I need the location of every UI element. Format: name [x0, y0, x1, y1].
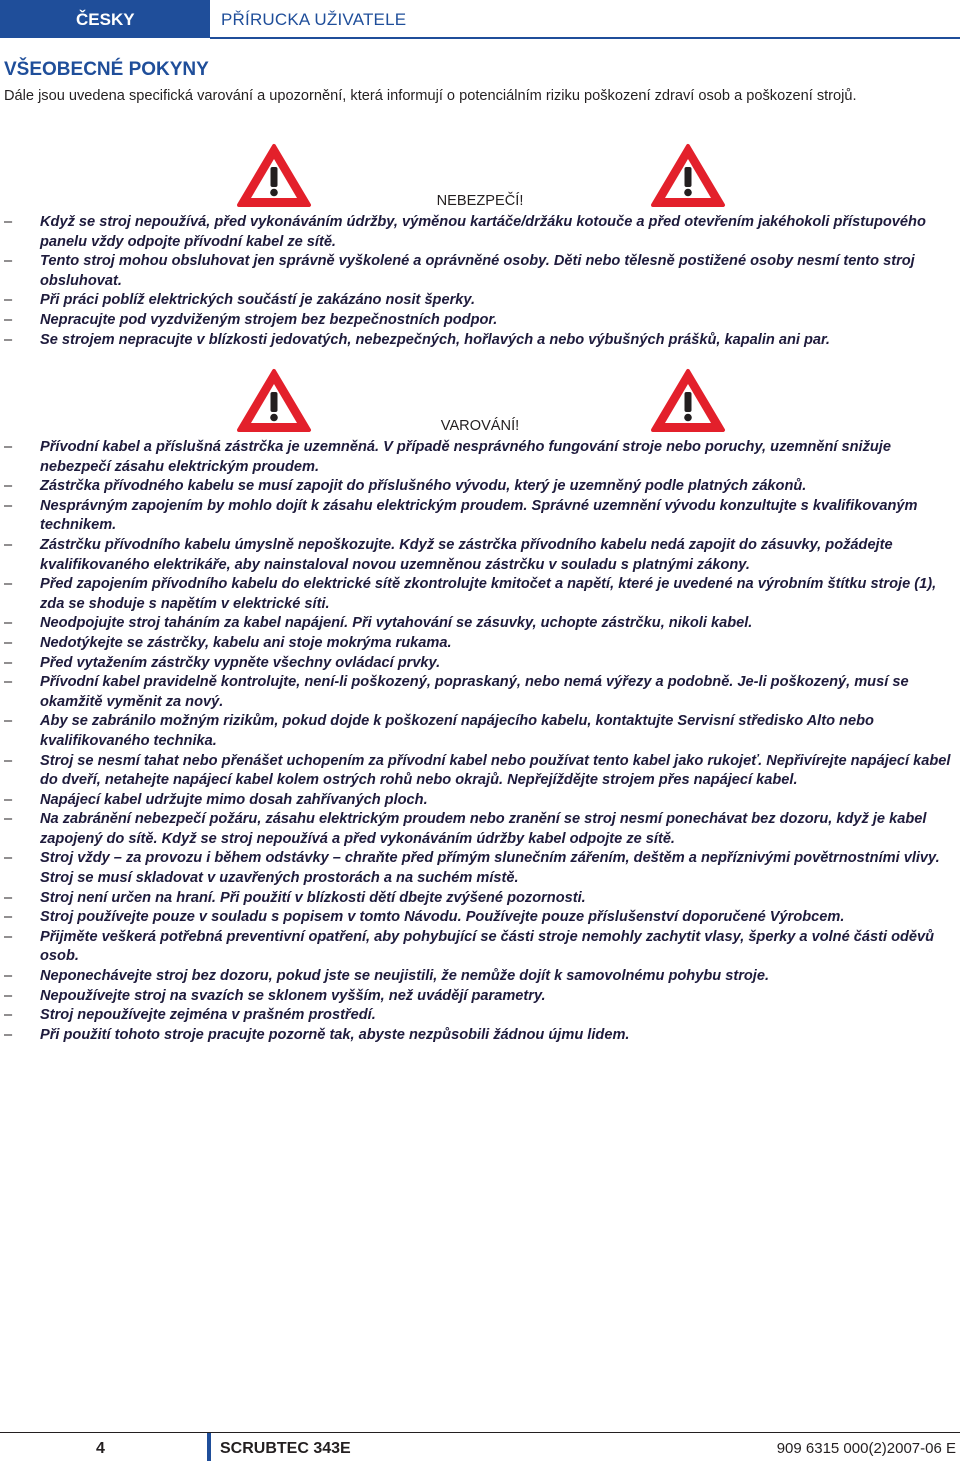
manual-title: PŘÍRUCKA UŽIVATELE [221, 10, 407, 29]
list-dash: – [4, 536, 13, 553]
list-dash: – [4, 1026, 13, 1043]
warning-list-item [0, 673, 960, 712]
warning-list-item [0, 849, 960, 888]
warning-list-item [0, 987, 960, 1007]
list-item-text: Neodpojujte stroj taháním za kabel napájení. Při vytahování se zásuvky, uchopte zástrčku, nikoli kabel. [40, 615, 753, 632]
list-dash: – [4, 791, 13, 808]
list-dash: – [4, 478, 13, 495]
list-item-text: Zástrčka přívodného kabelu se musí zapojit do příslušného vývodu, který je uzemněný podle platných zákonů. [40, 478, 807, 495]
warning-list-item [0, 712, 960, 751]
model-name: SCRUBTEC 343E [220, 1440, 351, 1457]
language-tab: ČESKY [0, 0, 210, 38]
list-dash: – [4, 311, 13, 328]
list-dash: – [4, 576, 13, 593]
warning-triangle-icon [650, 142, 726, 208]
list-item-text: Stroj se nesmí tahat nebo přenášet uchopením za přívodní kabel nebo používat tento kabel jako rukojeť. Nepřivírejte napájecí kabel do dveří, netahejte napájecí kabel kolem ostrých rohů nebo okrajů. Nepřejíždějte strojem přes napájecí kabel. [40, 752, 951, 789]
list-item-text: Před zapojením přívodního kabelu do elektrické sítě zkontrolujte kmitočet a napětí, které je uvedené na výrobním štítku stroje (1), zda se shoduje s napětím v elektrické síti. [40, 576, 937, 612]
warning-list-item [0, 536, 960, 575]
list-dash: – [4, 214, 13, 230]
list-item-text: Tento stroj mohou obsluhovat jen správně vyškolené a oprávněné osoby. Děti nebo tělesně postižené osoby nesmí tento stroj obsluhovat. [40, 253, 915, 289]
list-dash: – [4, 1007, 13, 1024]
list-item-text: Se strojem nepracujte v blízkosti jedovatých, nebezpečných, hořlavých a nebo výbušných prášků, kapalin ani par. [40, 331, 830, 348]
list-dash: – [4, 968, 13, 985]
danger-list-item [0, 311, 960, 331]
list-dash: – [4, 674, 13, 691]
list-item-text: Přijměte veškerá potřebná preventivní opatření, aby pohybující se části stroje nemohly zachytit vlasy, šperky a volné části oděvů osob. [40, 928, 935, 965]
page-number: 4 [96, 1440, 105, 1457]
footer-divider [207, 1433, 211, 1461]
list-item-text: Napájecí kabel udržujte mimo dosah zahřívaných ploch. [40, 791, 428, 808]
footer-rule [0, 1432, 960, 1433]
warning-list-item [0, 752, 960, 791]
list-item-text: Stroj není určen na hraní. Při použití v blízkosti dětí dbejte zvýšené pozornosti. [40, 889, 586, 906]
list-dash: – [4, 654, 13, 671]
danger-list-item [0, 252, 960, 291]
warning-list-item [0, 575, 960, 614]
warning-list-item [0, 1006, 960, 1026]
warning-list-item [0, 791, 960, 811]
danger-list [0, 213, 960, 350]
list-item-text: Když se stroj nepoužívá, před vykonáváním údržby, výměnou kartáče/držáku kotouče a před otevřením jakéhokoli přístupového panelu vždy odpojte přívodní kabel ze sítě. [40, 214, 926, 250]
warning-list-item [0, 614, 960, 634]
list-item-text: Stroj nepoužívejte zejména v prašném prostředí. [40, 1007, 376, 1024]
list-item-text: Při použití tohoto stroje pracujte pozorně tak, abyste nezpůsobili žádnou újmu lidem. [40, 1026, 630, 1043]
list-item-text: Při práci poblíž elektrických součástí je zakázáno nosit šperky. [40, 292, 476, 309]
list-dash: – [4, 713, 13, 730]
list-dash: – [4, 331, 13, 348]
list-dash: – [4, 439, 13, 455]
list-item-text: Stroj používejte pouze v souladu s popisem v tomto Návodu. Používejte pouze příslušenství doporučené Výrobcem. [40, 909, 845, 926]
danger-list-item [0, 291, 960, 311]
list-dash: – [4, 634, 13, 651]
list-dash: – [4, 253, 13, 270]
list-dash: – [4, 909, 13, 926]
warning-list [0, 438, 960, 1045]
document-number: 909 6315 000(2)2007-06 E [776, 1440, 956, 1457]
list-dash: – [4, 615, 13, 632]
warning-heading: VAROVÁNÍ! [440, 418, 520, 434]
warning-list-item [0, 928, 960, 967]
warning-list-item [0, 1026, 960, 1046]
list-item-text: Nepracujte pod vyzdviženým strojem bez bezpečnostních podpor. [40, 311, 498, 328]
intro-paragraph: Dále jsou uvedena specifická varování a upozornění, která informují o potenciálním riziku poškození zdraví osob a poškození strojů. [4, 88, 857, 104]
warning-list-item [0, 497, 960, 536]
list-item-text: Zástrčku přívodního kabelu úmyslně nepoškozujte. Když se zástrčka přívodního kabelu nedá zapojit do zásuvky, požádejte kvalifikovaného elektrikáře, aby nainstaloval novou uzemněnou zástrčku v souladu s platnými zákony. [40, 536, 893, 573]
warning-list-item [0, 908, 960, 928]
list-dash: – [4, 987, 13, 1004]
list-item-text: Nedotýkejte se zástrčky, kabelu ani stoje mokrýma rukama. [40, 634, 452, 651]
list-item-text: Stroj vždy – za provozu i během odstávky – chraňte před přímým slunečním zářením, deštěm a nepříznivými povětrnostními vlivy. Stroj se musí skladovat v uzavřených prostorách a na suchém místě. [40, 850, 940, 887]
list-dash: – [4, 811, 13, 828]
danger-list-item [0, 331, 960, 351]
list-dash: – [4, 752, 13, 769]
warning-triangle-icon [650, 367, 726, 433]
warning-list-item [0, 810, 960, 849]
list-item-text: Přívodní kabel a příslušná zástrčka je uzemněná. V případě nesprávného fungování stroje nebo poruchy, uzemnění snižuje nebezpečí zásahu elektrickým proudem. [40, 439, 891, 475]
warning-list-item [0, 477, 960, 497]
warning-list-item [0, 967, 960, 987]
list-item-text: Neponechávejte stroj bez dozoru, pokud jste se neujistili, že nemůže dojít k samovolnému pohybu stroje. [40, 968, 770, 985]
header-rule [210, 37, 960, 39]
list-dash: – [4, 928, 13, 945]
page-footer [0, 1432, 960, 1464]
list-dash: – [4, 497, 13, 514]
warning-triangle-icon [236, 367, 312, 433]
list-item-text: Přívodní kabel pravidelně kontrolujte, není-li poškozený, popraskaný, nebo nemá výřezy a podobně. Je-li poškozený, musí se okamžitě vyměnit za nový. [40, 674, 909, 710]
list-dash: – [4, 889, 13, 906]
warning-list-item [0, 438, 960, 477]
warning-list-item [0, 889, 960, 909]
section-title: VŠEOBECNÉ POKYNY [4, 59, 209, 80]
warning-list-item [0, 654, 960, 674]
list-item-text: Nepoužívejte stroj na svazích se sklonem vyšším, než uvádějí parametry. [40, 987, 546, 1004]
list-dash: – [4, 292, 13, 309]
list-item-text: Nesprávným zapojením by mohlo dojít k zásahu elektrickým proudem. Správné uzemnění vývodu konzultujte s kvalifikovaným technikem. [40, 497, 918, 534]
danger-list-item [0, 213, 960, 252]
list-item-text: Před vytažením zástrčky vypněte všechny ovládací prvky. [40, 654, 441, 671]
page-header [0, 0, 960, 40]
warning-list-item [0, 634, 960, 654]
list-dash: – [4, 850, 13, 867]
warning-triangle-icon [236, 142, 312, 208]
danger-heading: NEBEZPEČÍ! [436, 193, 524, 209]
list-item-text: Aby se zabránilo možným rizikům, pokud dojde k poškození napájecího kabelu, kontaktujte Servisní středisko Alto nebo kvalifikovaného technika. [40, 713, 874, 749]
list-item-text: Na zabránění nebezpečí požáru, zásahu elektrickým proudem nebo zranění se stroj nesmí ponechávat bez dozoru, když je kabel zapojený do sítě. Když se stroj nepoužívá a před vykonáváním údržby kabel odpojte ze sítě. [40, 811, 927, 847]
